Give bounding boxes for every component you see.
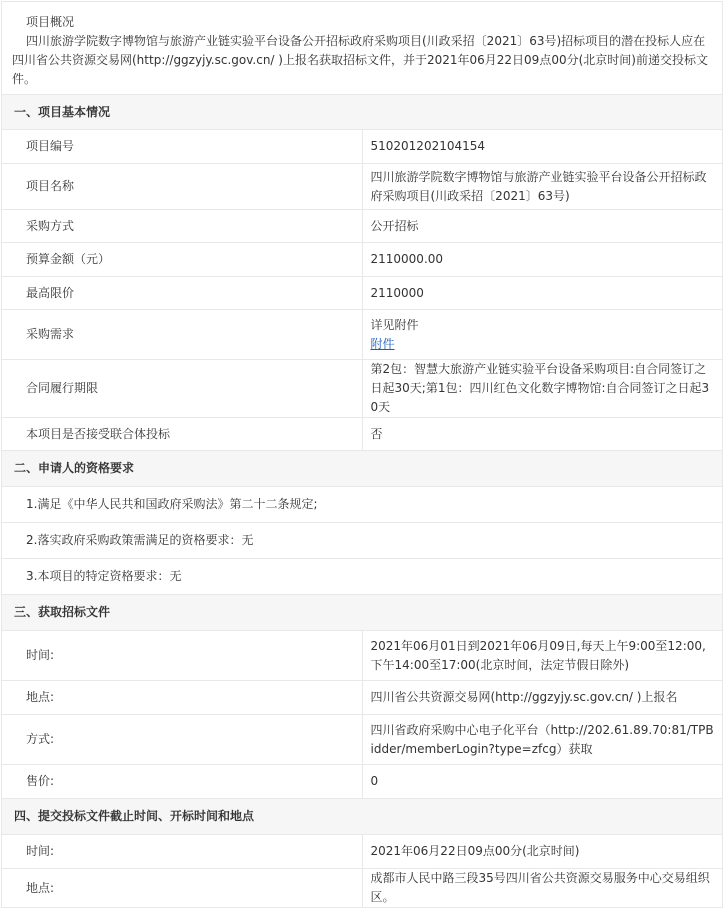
table-row [2,681,723,715]
row-value: 否 [362,418,723,451]
row-label: 方式: [2,715,363,765]
list-item [2,559,723,595]
section-2-header [2,451,723,487]
row-label: 预算金额（元） [2,243,363,277]
row-label: 地点: [2,869,363,908]
section-title: 一、项目基本情况 [2,95,723,130]
row-value: 四川省政府采购中心电子化平台（http://202.61.89.70:81/TPBidder/memberLogin?type=zfcg）获取 [362,715,723,765]
row-label: 项目名称 [2,164,363,210]
table-row [2,164,723,210]
table-row [2,835,723,869]
attachment-link[interactable]: 附件 [370,336,395,351]
table-row [2,310,723,360]
list-item [2,523,723,559]
row-value: 四川省公共资源交易网(http://ggzyjy.sc.gov.cn/ )上报名 [362,681,723,715]
overview-title: 项目概况 [26,15,75,29]
row-label: 时间: [2,835,363,869]
row-value: 0 [362,765,723,799]
row-label: 时间: [2,631,363,681]
row-value: 成都市人民中路三段35号四川省公共资源交易服务中心交易组织区。 [362,869,723,908]
announcement-table [1,1,723,908]
row-label: 售价: [2,765,363,799]
row-label: 项目编号 [2,130,363,164]
row-value: 公开招标 [362,210,723,243]
table-row [2,869,723,908]
row-label: 本项目是否接受联合体投标 [2,418,363,451]
row-value: 四川旅游学院数字博物馆与旅游产业链实验平台设备公开招标政府采购项目(川政采招〔2021〕63号) [362,164,723,210]
list-item [2,487,723,523]
section-title: 四、提交投标文件截止时间、开标时间和地点 [2,799,723,835]
row-label: 最高限价 [2,277,363,310]
table-row [2,130,723,164]
table-row [2,765,723,799]
table-row [2,418,723,451]
section-4-header [2,799,723,835]
row-value: 2021年06月01日到2021年06月09日,每天上午9:00至12:00,下午14:00至17:00(北京时间，法定节假日除外) [362,631,723,681]
row-label: 地点: [2,681,363,715]
table-row [2,360,723,418]
table-row [2,715,723,765]
section-title: 二、申请人的资格要求 [2,451,723,487]
section-1-header [2,95,723,130]
requirement-text: 详见附件 [370,317,419,332]
table-row [2,277,723,310]
row-label: 采购方式 [2,210,363,243]
section-title: 三、获取招标文件 [2,595,723,631]
row-value: 510201202104154 [362,130,723,164]
row-value: 2110000.00 [362,243,723,277]
row-label: 采购需求 [2,310,363,360]
row-value: 第2包：智慧大旅游产业链实验平台设备采购项目:自合同签订之日起30天;第1包：四川红色文化数字博物馆:自合同签订之日起30天 [362,360,723,418]
row-label: 合同履行期限 [2,360,363,418]
row-value: 2021年06月22日09点00分(北京时间) [362,835,723,869]
table-row [2,210,723,243]
table-row [2,631,723,681]
overview-text: 四川旅游学院数字博物馆与旅游产业链实验平台设备公开招标政府采购项目(川政采招〔2021〕63号)招标项目的潜在投标人应在四川省公共资源交易网(http://ggzyjy.sc.gov.cn/ )上报名获取招标文件，并于2021年06月22日09点00分(北京时间)前递交投标文件。 [12,34,708,86]
overview-row [2,2,723,95]
row-value [362,310,723,360]
section-3-header [2,595,723,631]
row-value: 2110000 [362,277,723,310]
qualification-item: 1.满足《中华人民共和国政府采购法》第二十二条规定; [2,487,723,523]
qualification-item: 3.本项目的特定资格要求：无 [2,559,723,595]
table-row [2,243,723,277]
overview-cell [2,2,723,95]
qualification-item: 2.落实政府采购政策需满足的资格要求：无 [2,523,723,559]
